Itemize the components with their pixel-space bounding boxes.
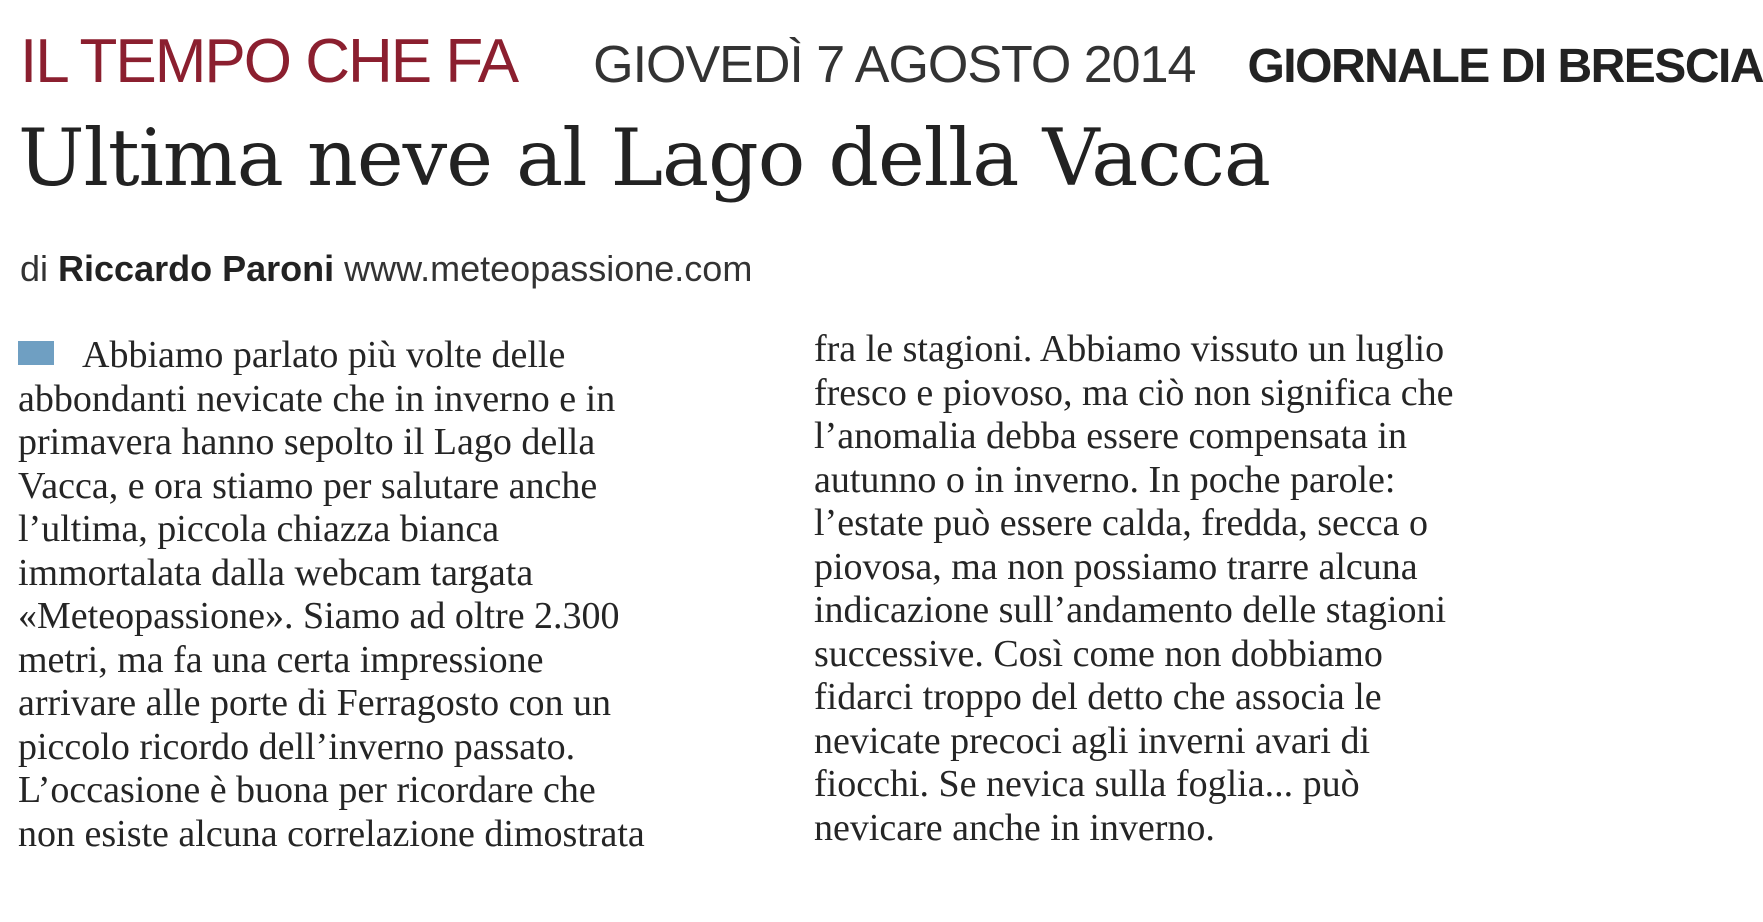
publication-date: GIOVEDÌ 7 AGOSTO 2014 [593,36,1196,94]
text-line: fresco e piovoso, ma ciò non significa che [814,371,1454,414]
byline [20,248,752,290]
text-line: indicazione sull’andamento delle stagioni [814,589,1447,631]
text-line: primavera hanno sepolto il Lago della [18,421,596,463]
text-line: arrivare alle porte di Ferragosto con un [18,682,611,724]
text-line: piovosa, ma non possiamo trarre alcuna [814,545,1418,588]
article-column-left [18,334,798,856]
text-line: successive. Così come non dobbiamo [814,632,1383,675]
text-line-content: Abbiamo parlato più volte delle [82,334,566,376]
text-line: piccolo ricordo dell’inverno passato. [18,725,576,768]
text-line: fra le stagioni. Abbiamo vissuto un luglio [814,328,1445,370]
text-line: «Meteopassione». Siamo ad oltre 2.300 [18,595,620,637]
newspaper-name: GIORNALE DI BRESCIA [1247,40,1763,93]
article-headline: Ultima neve al Lago della Vacca [18,112,1270,204]
text-line: l’ultima, piccola chiazza bianca [18,508,500,550]
text-line: L’occasione è buona per ricordare che [18,769,596,811]
section-rubric: IL TEMPO CHE FA [20,27,518,96]
text-line: abbondanti nevicate che in inverno e in [18,377,616,420]
text-line: metri, ma fa una certa impressione [18,638,544,681]
byline-website: www.meteopassione.com [344,248,753,289]
text-line: non esiste alcuna correlazione dimostrata [18,812,645,855]
text-line: nevicare anche in inverno. [814,806,1215,849]
text-line: immortalata dalla webcam targata [18,551,534,594]
page-header [20,26,1763,96]
text-line: l’anomalia debba essere compensata in [814,415,1407,457]
text-line: nevicate precoci agli inverni avari di [814,719,1371,762]
paragraph-marker [18,341,54,365]
byline-prefix: di [20,248,49,289]
text-line: Vacca, e ora stiamo per salutare anche [18,464,598,507]
text-line: fiocchi. Se nevica sulla foglia... può [814,763,1360,805]
text-line: fidarci troppo del detto che associa le [814,676,1382,718]
text-line [18,334,798,378]
byline-author: Riccardo Paroni [58,248,335,289]
text-line: autunno o in inverno. In poche parole: [814,458,1396,501]
article-column-right [814,328,1664,850]
text-line: l’estate può essere calda, fredda, secca o [814,502,1428,544]
